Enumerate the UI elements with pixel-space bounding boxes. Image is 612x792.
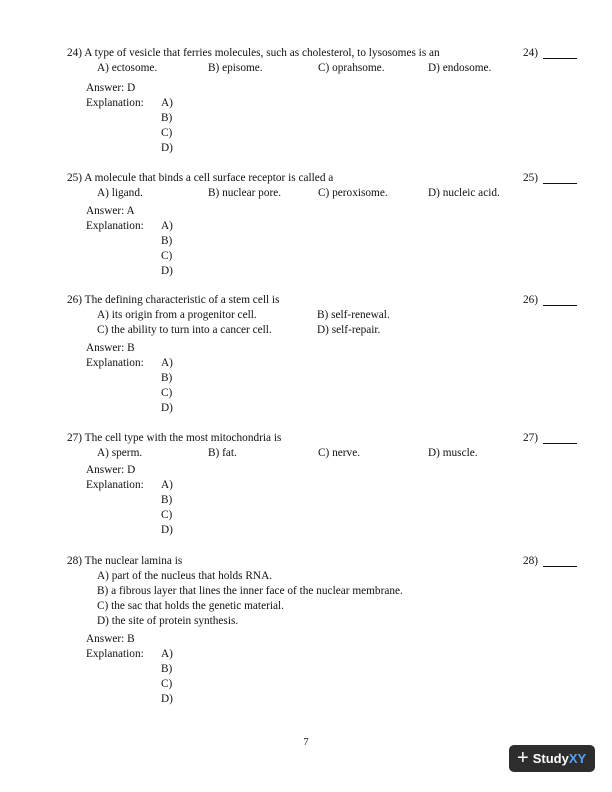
explanation-letter-d: D): [161, 265, 173, 277]
explanation-label: Explanation:: [86, 479, 144, 491]
explanation-letter-c: C): [161, 127, 173, 139]
question-stem: 24) A type of vesicle that ferries molecules, such as cholesterol, to lysosomes is an: [67, 47, 440, 59]
explanation-letter-c: C): [161, 678, 173, 690]
explanation-letter-b: B): [161, 663, 173, 675]
option-d: D) self-repair.: [317, 324, 381, 336]
answer-number-label: 25): [523, 172, 539, 184]
option-a: A) ligand.: [97, 187, 143, 199]
explanation-letter-c: C): [161, 509, 173, 521]
explanation-letter-a: A): [161, 648, 173, 660]
option-c: C) oprahsome.: [318, 62, 385, 74]
options: [97, 446, 537, 476]
explanation-letter-d: D): [161, 142, 173, 154]
option-b: B) episome.: [208, 62, 263, 74]
explanation-letter-c: C): [161, 387, 173, 399]
explanation-letter-b: B): [161, 372, 173, 384]
explanation-letter-b: B): [161, 235, 173, 247]
answer-text: Answer: A: [86, 205, 135, 217]
option-d: D) the site of protein synthesis.: [97, 615, 239, 627]
answer-text: Answer: D: [86, 82, 136, 94]
explanation-letter-d: D): [161, 524, 173, 536]
answer-blank[interactable]: [543, 58, 577, 59]
option-a: A) its origin from a progenitor cell.: [97, 309, 257, 321]
option-c: C) peroxisome.: [318, 187, 388, 199]
explanation-letter-c: C): [161, 250, 173, 262]
answer-number-label: 26): [523, 294, 539, 306]
options: [97, 569, 537, 629]
option-d: D) muscle.: [428, 447, 478, 459]
options: [97, 186, 537, 216]
option-c: C) the ability to turn into a cancer cell.: [97, 324, 272, 336]
option-b: B) fat.: [208, 447, 237, 459]
page-number: 7: [303, 737, 309, 748]
studyxy-badge[interactable]: [509, 745, 595, 772]
option-b: B) a fibrous layer that lines the inner face of the nuclear membrane.: [97, 585, 403, 597]
answer-text: Answer: B: [86, 633, 135, 645]
answer-number-label: 24): [523, 47, 539, 59]
option-d: D) nucleic acid.: [428, 187, 500, 199]
brand-name: StudyXY: [532, 751, 587, 766]
question-stem: 28) The nuclear lamina is: [67, 555, 183, 567]
explanation-label: Explanation:: [86, 220, 144, 232]
answer-blank[interactable]: [543, 566, 577, 567]
answer-text: Answer: D: [86, 464, 136, 476]
answer-number-label: 27): [523, 432, 539, 444]
option-a: A) ectosome.: [97, 62, 158, 74]
answer-number-label: 28): [523, 555, 539, 567]
option-d: D) endosome.: [428, 62, 492, 74]
question-stem: 26) The defining characteristic of a stem cell is: [67, 294, 280, 306]
answer-text: Answer: B: [86, 342, 135, 354]
option-a: A) sperm.: [97, 447, 143, 459]
answer-blank[interactable]: [543, 183, 577, 184]
explanation-letter-a: A): [161, 220, 173, 232]
explanation-letter-a: A): [161, 479, 173, 491]
option-c: C) nerve.: [318, 447, 361, 459]
option-b: B) nuclear pore.: [208, 187, 282, 199]
explanation-letter-d: D): [161, 402, 173, 414]
explanation-label: Explanation:: [86, 97, 144, 109]
explanation-letter-a: A): [161, 357, 173, 369]
explanation-letter-a: A): [161, 97, 173, 109]
explanation-label: Explanation:: [86, 357, 144, 369]
options: [97, 308, 537, 338]
option-a: A) part of the nucleus that holds RNA.: [97, 570, 273, 582]
question-stem: 27) The cell type with the most mitochondria is: [67, 432, 282, 444]
plus-icon: +: [517, 746, 529, 769]
explanation-letter-b: B): [161, 112, 173, 124]
explanation-label: Explanation:: [86, 648, 144, 660]
option-c: C) the sac that holds the genetic material.: [97, 600, 284, 612]
answer-blank[interactable]: [543, 305, 577, 306]
question-stem: 25) A molecule that binds a cell surface receptor is called a: [67, 172, 334, 184]
options: [97, 61, 537, 91]
answer-blank[interactable]: [543, 443, 577, 444]
explanation-letter-b: B): [161, 494, 173, 506]
explanation-letter-d: D): [161, 693, 173, 705]
option-b: B) self-renewal.: [317, 309, 390, 321]
